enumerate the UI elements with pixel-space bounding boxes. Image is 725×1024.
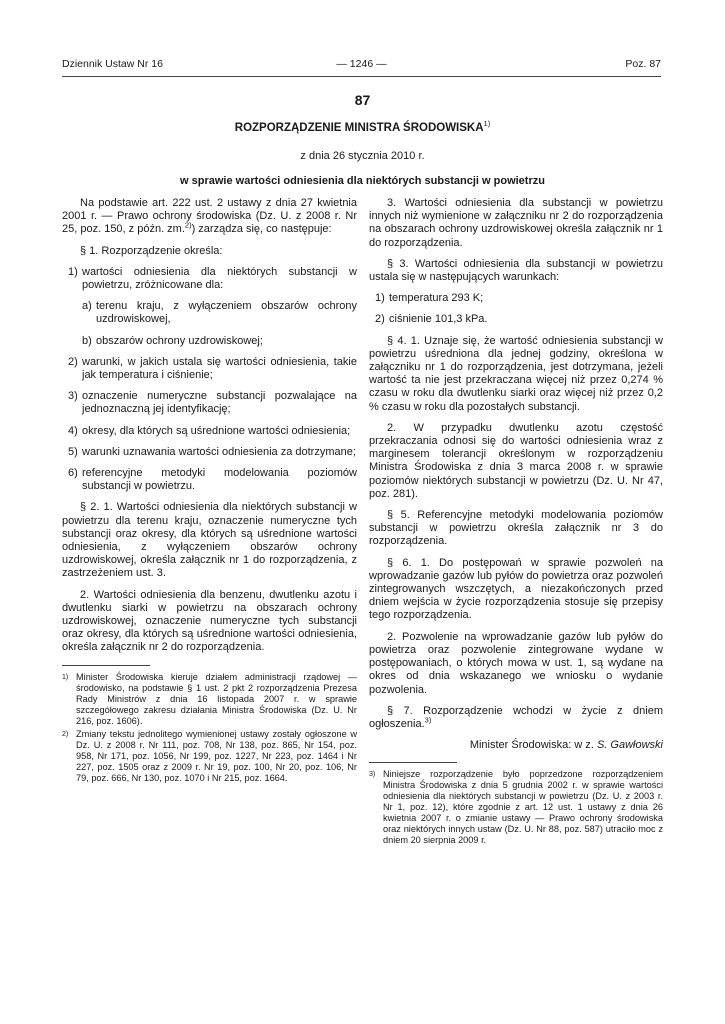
list-item: [62, 467, 357, 493]
act-title-text: ROZPORZĄDZENIE MINISTRA ŚRODOWISKA: [234, 122, 484, 134]
section-5: § 5. Referencyjne metodyki modelowania poziomów substancji w powietrzu określa załącznik nr 3 do rozporządzenia.: [369, 509, 663, 548]
act-date: z dnia 26 stycznia 2010 r.: [300, 150, 425, 162]
footnote-mark: 3): [369, 771, 376, 779]
section-1-intro: § 1. Rozporządzenie określa:: [80, 244, 223, 257]
list-marker: a): [82, 300, 92, 313]
footnote-ref-1[interactable]: 1): [483, 119, 491, 129]
list-text: terenu kraju, z wyłączeniem obszarów ochrony uzdrowiskowej,: [96, 300, 357, 326]
signature: [369, 739, 663, 752]
preamble: [62, 197, 357, 237]
preamble-text-a: Na podstawie art. 222 ust. 2 ustawy z dnia 27 kwietnia 2001 r. — Prawo ochrony środowiska (Dz. U. z 2008 r. Nr 25, poz. 150, z późn. zm.: [62, 197, 357, 236]
section-2-1: § 2. 1. Wartości odniesienia dla niektórych substancji w powietrzu dla terenu kraju, oznaczenie numeryczne tych substancji oraz okresy, dla których są uśrednione wartości odniesienia, z wyłączeniem obszarów ochrony uzdrowiskowej, określa załącznik nr 1 do rozporządzenia, z zastrzeżeniem ust. 3.: [62, 501, 357, 580]
list-marker: 5): [68, 445, 78, 458]
page-number: — 1246 —: [336, 58, 387, 70]
footnote-rule: [62, 665, 150, 666]
footnote-2: [62, 729, 357, 784]
list-text: ciśnienie 101,3 kPa.: [389, 313, 488, 326]
footnote-mark: 1): [62, 673, 69, 681]
header-rule: [62, 76, 661, 77]
act-subject: w sprawie wartości odniesienia dla niektórych substancji w powietrzu: [180, 175, 545, 187]
list-item: [369, 292, 663, 305]
list-item: [62, 390, 357, 416]
list-item: [369, 313, 663, 326]
section-6-1: § 6. 1. Do postępowań w sprawie pozwoleń na wprowadzanie gazów lub pyłów do powietrza oraz pozwoleń zintegrowanych wszczętych, a niezakończonych przed dniem wejścia w życie rozporządzenia stosuje się przepisy tego rozporządzenia.: [369, 556, 663, 622]
list-item: [62, 425, 357, 438]
footnote-rule: [369, 762, 457, 763]
section-7-text: § 7. Rozporządzenie wchodzi w życie z dniem ogłoszenia.: [369, 704, 663, 730]
list-item: [62, 335, 357, 348]
footnote-ref-2[interactable]: 2): [184, 220, 192, 230]
preamble-text-b: ) zarządza się, co następuje:: [191, 223, 332, 236]
section-2-2: 2. Wartości odniesienia dla benzenu, dwutlenku azotu i dwutlenku siarki w powietrzu na obszarach ochrony uzdrowiskowej, oznaczenie numeryczne tych substancji oraz okresy, dla których są uśrednione wartości odniesienia, określa załącznik nr 2 do rozporządzenia.: [62, 588, 357, 654]
signature-prefix: Minister Środowiska: w z.: [469, 739, 594, 752]
footnote-1: [62, 672, 357, 727]
list-text: wartości odniesienia dla niektórych substancji w powietrzu, zróżnicowane dla:: [82, 265, 357, 292]
journal-name: Dziennik Ustaw Nr 16: [62, 58, 163, 70]
footnote-ref-3[interactable]: 3): [424, 715, 432, 725]
footnote-3: [369, 769, 663, 846]
list-item: [62, 356, 357, 382]
footnote-text: Minister Środowiska kieruje działem administracji rządowej — środowisko, na podstawie § 1 ust. 2 pkt 2 rozporządzenia Prezesa Rady Ministrów z dnia 16 listopada 2007 r. w sprawie szczegółowego zakresu działania Ministra Środowiska (Dz. U. Nr 216, poz. 1606).: [76, 671, 357, 726]
act-title: [0, 119, 725, 134]
section-3-intro: § 3. Wartości odniesienia dla substancji w powietrzu ustala się w następujących warunkach:: [369, 257, 663, 284]
footnote-mark: 2): [62, 730, 69, 738]
act-number: 87: [354, 92, 371, 108]
section-7: [369, 705, 663, 731]
position-number: Poz. 87: [625, 58, 661, 70]
list-item: [62, 266, 357, 292]
list-marker: 3): [68, 390, 78, 403]
list-marker: 1): [375, 292, 385, 305]
right-column: [369, 197, 663, 848]
section-6-2: 2. Pozwolenie na wprowadzanie gazów lub pyłów do powietrza oraz pozwolenie zintegrowane wydane w postępowaniach, o których mowa w ust. 1, są wydane na okres od dnia wskazanego we wniosku o wydanie pozwolenia.: [369, 630, 663, 696]
list-text: oznaczenie numeryczne substancji pozwalające na jednoznaczną jej identyfikację;: [82, 390, 357, 416]
left-column: [62, 197, 357, 786]
list-text: temperatura 293 K;: [389, 292, 484, 305]
list-item: [62, 446, 357, 459]
list-text: referencyjne metodyki modelowania poziomów substancji w powietrzu.: [82, 467, 357, 493]
section-4-2: 2. W przypadku dwutlenku azotu częstość przekraczania odnosi się do wartości odniesienia wraz z marginesem tolerancji określonym w rozporządzeniu Ministra Środowiska z dnia 3 marca 2008 r. w sprawie poziomów niektórych substancji w powietrzu (Dz. U. Nr 47, poz. 281).: [369, 421, 663, 500]
list-item: [62, 300, 357, 326]
list-marker: 2): [375, 313, 385, 326]
section-2-3: 3. Wartości odniesienia dla substancji w powietrzu innych niż wymienione w załączniku nr 2 do rozporządzenia na obszarach ochrony uzdrowiskowej określa załącznik nr 1 do rozporządzenia.: [369, 197, 663, 249]
list-marker: b): [82, 334, 92, 347]
list-text: warunki, w jakich ustala się wartości odniesienia, takie jak temperatura i ciśnienie;: [82, 355, 357, 382]
list-marker: 4): [68, 424, 78, 437]
page-header: [62, 58, 661, 72]
list-text: obszarów ochrony uzdrowiskowej;: [96, 334, 263, 347]
footnote-text: Niniejsze rozporządzenie było poprzedzone rozporządzeniem Ministra Środowiska z dnia 5 grudnia 2002 r. w sprawie wartości odniesienia dla niektórych substancji w powietrzu (Dz. U. z 2003 r. Nr 1, poz. 12), które zgodnie z art. 12 ust. 1 ustawy z dnia 26 kwietnia 2007 r. o zmianie ustawy — Prawo ochrony środowiska oraz niektórych innych ustaw (Dz. U. Nr 88, poz. 587) utraciło moc z dniem 20 sierpnia 2009 r.: [383, 769, 663, 846]
list-marker: 1): [68, 265, 78, 278]
list-marker: 2): [68, 355, 78, 368]
list-marker: 6): [68, 467, 78, 480]
footnote-text: Zmiany tekstu jednolitego wymienionej ustawy zostały ogłoszone w Dz. U. z 2008 r. Nr 111, poz. 708, Nr 138, poz. 865, Nr 154, poz. 958, Nr 171, poz. 1056, Nr 199, poz. 1227, Nr 223, poz. 1464 i Nr 227, poz. 1505 oraz z 2009 r. Nr 19, poz. 100, Nr 20, poz. 106, Nr 79, poz. 666, Nr 130, poz. 1070 i Nr 215, poz. 1664.: [76, 728, 357, 783]
signature-name: S. Gawłowski: [596, 739, 663, 752]
section-4-1: § 4. 1. Uznaje się, że wartość odniesienia substancji w powietrzu uśredniona dla jednej godziny, określona w załączniku nr 1 do rozporządzenia, jest dotrzymana, jeżeli wartość ta nie jest przekraczana więcej niż przez 0,274 % czasu w roku dla dwutlenku siarki oraz więcej niż przez 0,2 % czasu w roku dla pozostałych substancji.: [369, 334, 663, 413]
list-text: warunki uznawania wartości odniesienia za dotrzymane;: [82, 445, 356, 458]
list-text: okresy, dla których są uśrednione wartości odniesienia;: [82, 424, 351, 437]
